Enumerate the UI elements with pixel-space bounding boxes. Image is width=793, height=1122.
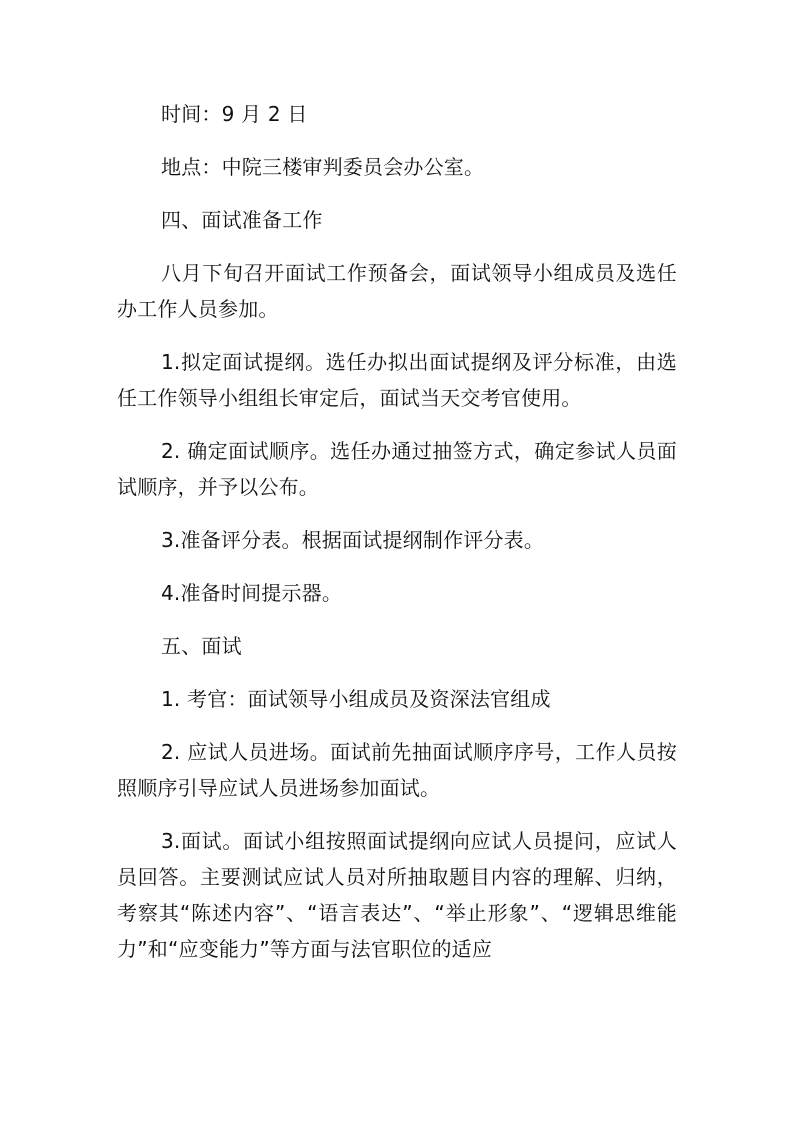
paragraph-examiners: 1. 考官：面试领导小组成员及资深法官组成	[161, 687, 551, 711]
section-heading-preparation: 四、面试准备工作	[161, 208, 323, 232]
paragraph-entry: 2. 应试人员进场。面试前先抽面试顺序序号，工作人员按照顺序引导应试人员进场参加面试。	[117, 740, 677, 800]
paragraph-timer: 4.准备时间提示器。	[161, 581, 343, 605]
section-heading-interview: 五、面试	[161, 634, 242, 658]
document-body	[117, 96, 677, 984]
paragraph-location: 地点：中院三楼审判委员会办公室。	[161, 155, 485, 179]
paragraph-interview: 3.面试。面试小组按照面试提纲向应试人员提问，应试人员回答。主要测试应试人员对所抽取题目内容的理解、归纳，考察其“陈述内容”、“语言表达”、“举止形象”、“逻辑思维能力”和“应变能力”等方面与法官职位的适应	[117, 829, 677, 961]
paragraph-time: 时间：9 月 2 日	[161, 102, 308, 126]
paragraph-outline: 1.拟定面试提纲。选任办拟出面试提纲及评分标准，由选任工作领导小组组长审定后，面试当天交考官使用。	[117, 350, 677, 410]
paragraph-order: 2. 确定面试顺序。选任办通过抽签方式，确定参试人员面试顺序，并予以公布。	[117, 439, 677, 499]
paragraph-prep-meeting: 八月下旬召开面试工作预备会，面试领导小组成员及选任办工作人员参加。	[117, 261, 677, 321]
paragraph-score-sheet: 3.准备评分表。根据面试提纲制作评分表。	[161, 528, 545, 552]
